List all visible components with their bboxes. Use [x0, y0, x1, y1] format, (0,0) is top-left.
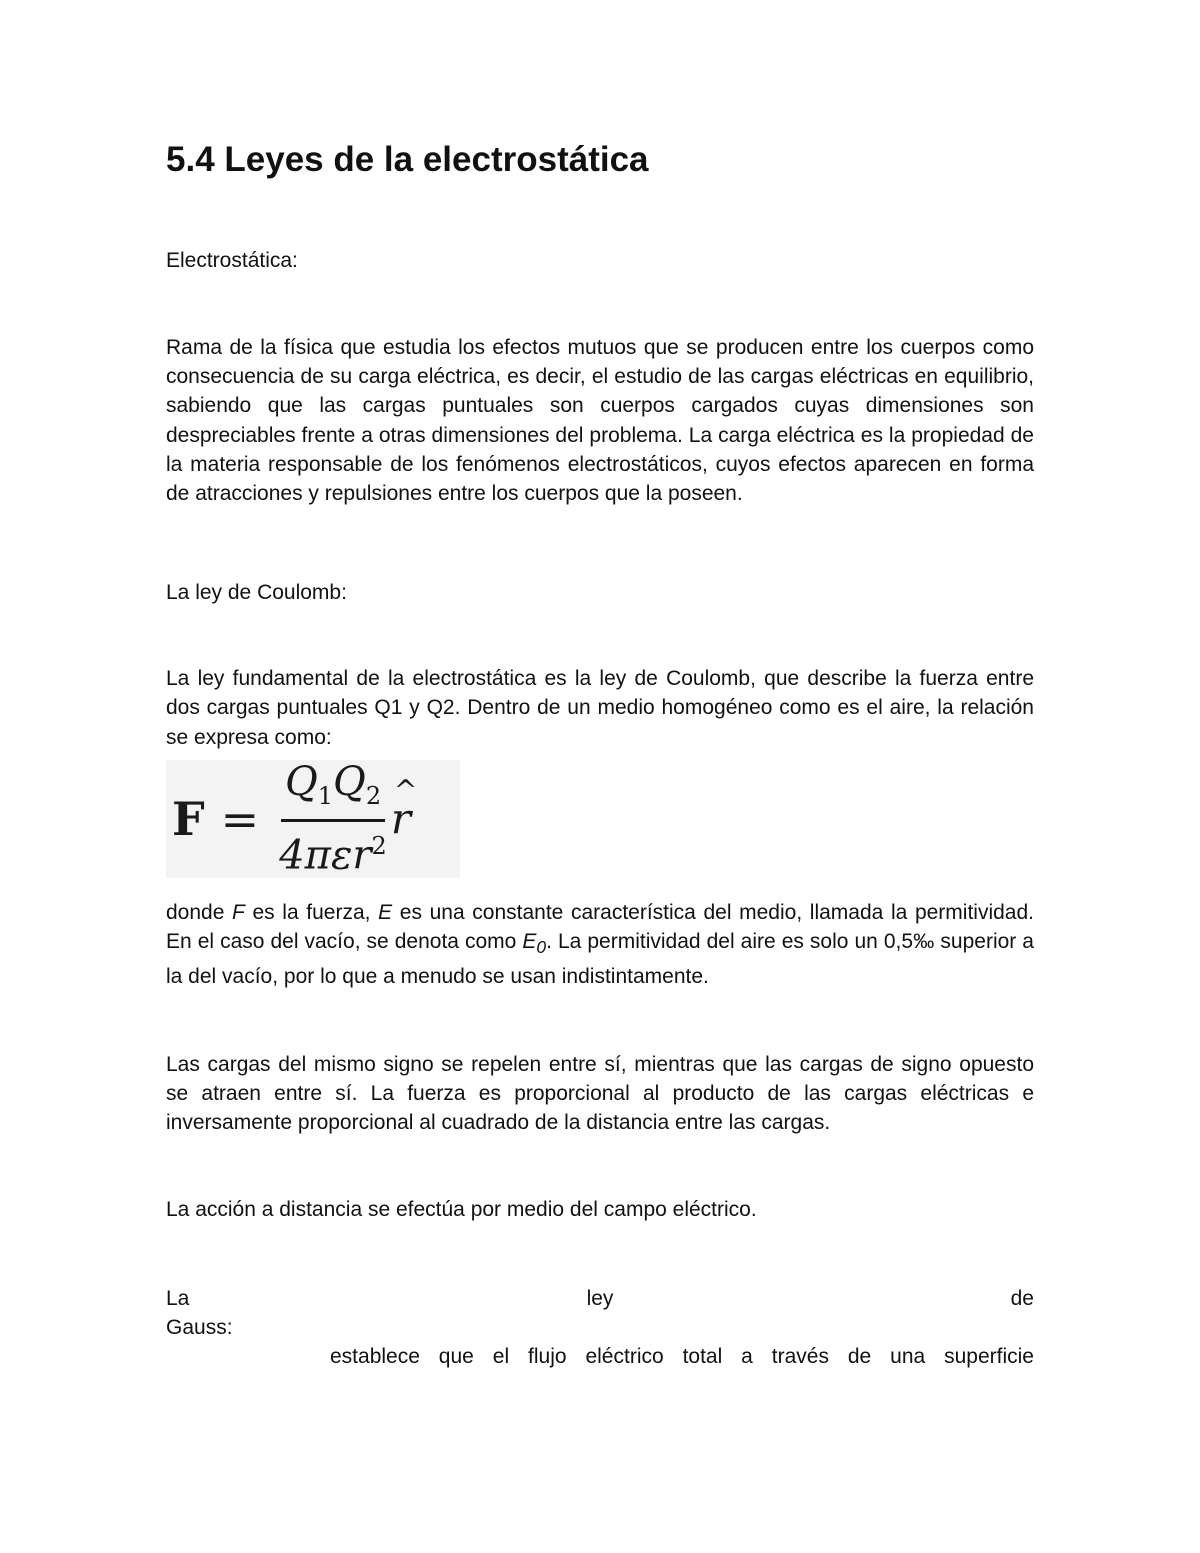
formula-numerator	[281, 759, 385, 822]
formula-denominator-sup: 2	[371, 831, 387, 860]
coulomb-label: La ley de Coulomb:	[166, 581, 347, 605]
formula-force: F	[172, 791, 205, 846]
permitividad-e: E	[378, 900, 393, 924]
signos-paragraph: Las cargas del mismo signo se repelen entre sí, mientras que las cargas de signo opuesto se atraen entre sí. La fuerza es proporcional al producto de las cargas eléctricas e inversamente proporcional al cuadrado de la distancia entre las cargas.	[166, 1052, 1034, 1135]
formula-equals: =	[220, 791, 260, 846]
formula-q1: Q	[284, 758, 318, 805]
formula-denominator-text: 4πεr	[279, 832, 372, 878]
permitividad-text-3: es una constante característica del medio, llamada la permitividad. En el caso del vacío, se denota como	[166, 900, 1034, 954]
formula-q2: Q	[333, 758, 366, 805]
page-title: 5.4 Leyes de la electrostática	[166, 140, 649, 179]
electrostatica-paragraph: Rama de la física que estudia los efectos mutuos que se producen entre los cuerpos como consecuencia de su carga eléctrica, es decir, el estudio de las cargas eléctricas en equilibrio, sabiendo que las cargas puntuales son cuerpos cargados cuyas dimensiones son despreciables frente a otras dimensiones del problema. La carga eléctrica es la propiedad de la materia responsable de los fenómenos electrostáticos, cuyos efectos aparecen en forma de atracciones y repulsiones entre los cuerpos que la poseen.	[166, 336, 1034, 506]
permitividad-e0-sub: 0	[536, 937, 547, 958]
permitividad-f: F	[232, 900, 245, 924]
permitividad-text-1: donde	[166, 900, 233, 924]
accion-distancia-paragraph: La acción a distancia se efectúa por medio del campo eléctrico.	[166, 1198, 757, 1222]
gauss-word-de: de	[1010, 1287, 1034, 1311]
permitividad-text-4: . La permitividad del aire es solo un 0,5‰ superior a la del vacío, por lo que a menudo se usan indistintamente.	[166, 930, 1034, 989]
permitividad-e0-letter: E	[522, 930, 537, 954]
formula-q1-sub: 1	[317, 781, 334, 810]
formula-unit-vector: ^ r	[391, 794, 411, 843]
coulomb-paragraph: La ley fundamental de la electrostática es la ley de Coulomb, que describe la fuerza entre dos cargas puntuales Q1 y Q2. Dentro de un medio homogéneo como es el aire, la relación se expresa como:	[166, 667, 1034, 749]
formula-fraction	[279, 759, 387, 879]
document-content	[166, 136, 1034, 1371]
permitividad-paragraph	[166, 898, 1034, 992]
gauss-paragraph-start: establece que el flujo eléctrico total a través de una superficie	[330, 1345, 1034, 1369]
coulomb-formula	[166, 760, 460, 878]
gauss-label: Gauss:	[166, 1316, 233, 1340]
formula-denominator	[279, 822, 387, 879]
permitividad-text-2: es la fuerza,	[244, 900, 379, 924]
electrostatica-label: Electrostática:	[166, 249, 298, 272]
permitividad-e0	[522, 930, 547, 958]
gauss-word-la: La	[166, 1287, 190, 1311]
formula-q2-sub: 2	[365, 781, 382, 810]
gauss-heading-line	[166, 1284, 1034, 1313]
gauss-word-ley: ley	[586, 1287, 614, 1311]
